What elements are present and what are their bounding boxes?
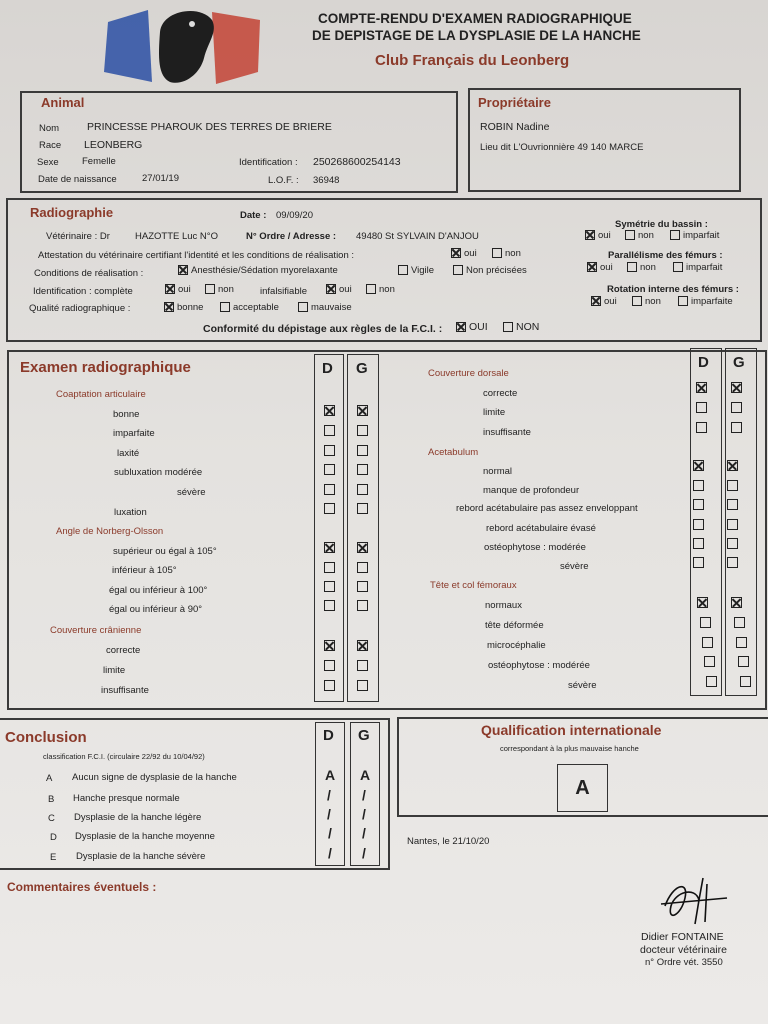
checkbox xyxy=(357,425,368,436)
dob-label: Date de naissance xyxy=(38,174,117,185)
animal-title: Animal xyxy=(41,95,85,110)
checkbox-checked xyxy=(727,460,738,471)
qualification-sub: correspondant à la plus mauvaise hanche xyxy=(500,744,639,753)
signature-title: docteur vétérinaire xyxy=(640,944,727,956)
checkbox xyxy=(357,581,368,592)
checkbox xyxy=(727,499,738,510)
conditions-label: Conditions de réalisation : xyxy=(34,268,144,279)
checkbox-checked xyxy=(585,230,595,240)
checkbox-checked xyxy=(451,248,461,258)
checkbox xyxy=(357,464,368,475)
lof-label: L.O.F. : xyxy=(268,175,299,186)
right-g-header: G xyxy=(733,354,745,371)
checkbox-checked xyxy=(587,262,597,272)
symetrie-oui: oui xyxy=(585,230,611,241)
checkbox xyxy=(693,557,704,568)
proprietaire-address: Lieu dit L'Ouvrionnière 49 140 MARCE xyxy=(480,142,644,153)
conformite-oui: OUI xyxy=(456,321,488,333)
checkbox-checked xyxy=(731,382,742,393)
checkbox xyxy=(702,637,713,648)
grade-text: Dysplasie de la hanche sévère xyxy=(76,851,206,862)
radiographie-title: Radiographie xyxy=(30,205,114,220)
checkbox xyxy=(696,402,707,413)
checkbox-checked xyxy=(731,597,742,608)
checkbox-checked xyxy=(178,265,188,275)
lieu-date: Nantes, le 21/10/20 xyxy=(407,836,490,847)
norberg-inf90: égal ou inférieur à 90° xyxy=(109,604,203,615)
qualite-label: Qualité radiographique : xyxy=(29,303,131,314)
acetabulum-severe: sévère xyxy=(560,561,589,572)
symetrie-label: Symétrie du bassin : xyxy=(615,219,708,230)
qualite-mauvaise: mauvaise xyxy=(298,302,352,313)
checkbox xyxy=(503,322,513,332)
checkbox xyxy=(632,296,642,306)
grade-letter: B xyxy=(48,794,55,805)
attestation-oui: oui xyxy=(451,248,477,259)
checkbox xyxy=(357,680,368,691)
coaptation-luxation: luxation xyxy=(114,507,147,518)
race-value: LEONBERG xyxy=(84,139,143,151)
checkbox-checked xyxy=(456,322,466,332)
qualification-grade: A xyxy=(557,764,608,812)
proprietaire-title: Propriétaire xyxy=(478,95,551,110)
cranial-heading: Couverture crânienne xyxy=(50,625,142,636)
checkbox xyxy=(357,660,368,671)
checkbox xyxy=(357,503,368,514)
tete-normaux: normaux xyxy=(485,600,522,611)
identification-value: 250268600254143 xyxy=(313,156,401,168)
checkbox xyxy=(696,422,707,433)
title-line-2: DE DEPISTAGE DE LA DYSPLASIE DE LA HANCHE xyxy=(312,28,641,43)
dorsale-insuffisante: insuffisante xyxy=(483,427,531,438)
dorsale-correcte: correcte xyxy=(483,388,518,399)
title-line-1: COMPTE-RENDU D'EXAMEN RADIOGRAPHIQUE xyxy=(318,11,632,26)
parallelisme-imparfait: imparfait xyxy=(673,262,722,273)
checkbox-checked xyxy=(591,296,601,306)
grade-d-value: / xyxy=(328,845,332,861)
left-g-header: G xyxy=(356,360,368,377)
checkbox xyxy=(324,562,335,573)
nom-label: Nom xyxy=(39,123,60,134)
grade-text: Dysplasie de la hanche moyenne xyxy=(75,831,215,842)
checkbox-checked xyxy=(324,405,335,416)
checkbox xyxy=(492,248,502,258)
sexe-label: Sexe xyxy=(37,157,59,168)
checkbox xyxy=(706,676,717,687)
checkbox xyxy=(324,581,335,592)
coaptation-severe: sévère xyxy=(177,487,206,498)
norberg-heading: Angle de Norberg-Olsson xyxy=(56,526,164,537)
checkbox xyxy=(324,425,335,436)
grade-text: Dysplasie de la hanche légère xyxy=(74,812,202,823)
grade-letter: D xyxy=(50,832,57,843)
nom-value: PRINCESSE PHAROUK DES TERRES DE BRIERE xyxy=(87,121,332,133)
vigile-option: Vigile xyxy=(398,265,434,276)
checkbox xyxy=(366,284,376,294)
rotation-label: Rotation interne des fémurs : xyxy=(607,284,739,295)
rotation-imparfaite: imparfaite xyxy=(678,296,733,307)
checkbox-checked xyxy=(357,542,368,553)
symetrie-imparfait: imparfait xyxy=(670,230,719,241)
rotation-oui: oui xyxy=(591,296,617,307)
checkbox xyxy=(324,503,335,514)
qualite-bonne: bonne xyxy=(164,302,203,313)
tete-deformee: tête déformée xyxy=(485,620,544,631)
checkbox-checked xyxy=(165,284,175,294)
anesthesie-option: Anesthésie/Sédation myorelaxante xyxy=(178,265,338,276)
signature-image xyxy=(655,876,735,928)
grade-letter: E xyxy=(50,852,57,863)
grade-letter: C xyxy=(48,813,55,824)
identification-label: Identification : xyxy=(239,157,298,168)
checkbox xyxy=(453,265,463,275)
tete-heading: Tête et col fémoraux xyxy=(430,580,517,591)
tete-microcephalie: microcéphalie xyxy=(487,640,546,651)
checkbox xyxy=(727,480,738,491)
infalsifiable-oui: oui xyxy=(326,284,352,295)
proprietaire-name: ROBIN Nadine xyxy=(480,121,550,133)
acetabulum-osteo: ostéophytose : modérée xyxy=(484,542,586,553)
conclusion-d-header: D xyxy=(323,727,334,744)
checkbox xyxy=(693,499,704,510)
lof-value: 36948 xyxy=(313,175,340,186)
checkbox xyxy=(220,302,230,312)
checkbox-checked xyxy=(697,597,708,608)
grade-g-value: / xyxy=(362,787,366,803)
checkbox xyxy=(693,538,704,549)
checkbox xyxy=(357,484,368,495)
infalsifiable-non: non xyxy=(366,284,395,295)
non-precisees-option: Non précisées xyxy=(453,265,527,276)
checkbox xyxy=(700,617,711,628)
grade-d-value: / xyxy=(327,787,331,803)
dorsale-heading: Couverture dorsale xyxy=(428,368,509,379)
grade-g-value: / xyxy=(362,845,366,861)
coaptation-laxite: laxité xyxy=(117,448,140,459)
conformite-label: Conformité du dépistage aux règles de la F.C.I. : xyxy=(203,323,443,335)
attestation-label: Attestation du vétérinaire certifiant l'identité et les conditions de réalisation : xyxy=(38,250,355,261)
grade-d-value: / xyxy=(327,806,331,822)
parallelisme-label: Parallélisme des fémurs : xyxy=(608,250,723,261)
grade-d-value: / xyxy=(328,825,332,841)
checkbox xyxy=(673,262,683,272)
acetabulum-heading: Acetabulum xyxy=(428,447,479,458)
coaptation-imparfaite: imparfaite xyxy=(113,428,155,439)
parallelisme-non: non xyxy=(627,262,656,273)
conclusion-g-header: G xyxy=(358,727,370,744)
checkbox-checked xyxy=(164,302,174,312)
norberg-inf105: inférieur à 105° xyxy=(112,565,177,576)
club-name: Club Français du Leonberg xyxy=(375,52,570,69)
acetabulum-manque: manque de profondeur xyxy=(483,485,580,496)
classification-note: classification F.C.I. (circulaire 22/92 du 10/04/92) xyxy=(43,752,205,761)
date-label: Date : xyxy=(240,210,267,221)
dorsale-limite: limite xyxy=(483,407,506,418)
tete-severe: sévère xyxy=(568,680,597,691)
checkbox xyxy=(324,464,335,475)
qualification-title: Qualification internationale xyxy=(481,722,662,738)
club-logo xyxy=(100,2,270,88)
race-label: Race xyxy=(39,140,62,151)
ordre-label: N° Ordre / Adresse : xyxy=(246,231,337,242)
vet-label: Vétérinaire : Dr xyxy=(46,231,110,242)
acetabulum-rebord2: rebord acétabulaire évasé xyxy=(486,523,596,534)
grade-g-value: / xyxy=(362,825,366,841)
checkbox xyxy=(324,680,335,691)
checkbox-checked xyxy=(326,284,336,294)
checkbox xyxy=(693,480,704,491)
grade-letter: A xyxy=(46,773,53,784)
checkbox xyxy=(727,519,738,530)
checkbox xyxy=(357,600,368,611)
checkbox xyxy=(734,617,745,628)
examen-title: Examen radiographique xyxy=(20,359,191,376)
symetrie-non: non xyxy=(625,230,654,241)
checkbox xyxy=(627,262,637,272)
checkbox-checked xyxy=(693,460,704,471)
left-d-header: D xyxy=(322,360,333,377)
checkbox xyxy=(731,402,742,413)
complete-oui: oui xyxy=(165,284,191,295)
cranial-limite: limite xyxy=(103,665,126,676)
checkbox xyxy=(324,660,335,671)
checkbox xyxy=(736,637,747,648)
coaptation-subluxation: subluxation modérée xyxy=(114,467,203,478)
checkbox xyxy=(704,656,715,667)
acetabulum-rebord1: rebord acétabulaire pas assez enveloppant xyxy=(456,503,638,514)
checkbox xyxy=(678,296,688,306)
cranial-correcte: correcte xyxy=(106,645,141,656)
grade-g-value: A xyxy=(360,767,371,783)
coaptation-bonne: bonne xyxy=(113,409,140,420)
norberg-inf100: égal ou inférieur à 100° xyxy=(109,585,208,596)
signature-ordre: n° Ordre vét. 3550 xyxy=(645,957,723,968)
identification-complete-label: Identification : complète xyxy=(33,286,133,297)
infalsifiable-label: infalsifiable xyxy=(260,286,307,297)
grade-d-value: A xyxy=(325,767,336,783)
checkbox xyxy=(731,422,742,433)
qualite-acceptable: acceptable xyxy=(220,302,279,313)
checkbox xyxy=(727,538,738,549)
right-d-header: D xyxy=(698,354,709,371)
checkbox xyxy=(740,676,751,687)
checkbox xyxy=(625,230,635,240)
checkbox xyxy=(298,302,308,312)
tete-osteo: ostéophytose : modérée xyxy=(488,660,590,671)
checkbox xyxy=(738,656,749,667)
signature-name: Didier FONTAINE xyxy=(641,931,724,943)
norberg-sup105: supérieur ou égal à 105° xyxy=(113,546,217,557)
conformite-non: NON xyxy=(503,321,539,333)
sexe-value: Femelle xyxy=(82,156,116,167)
commentaires-label: Commentaires éventuels : xyxy=(7,880,157,894)
checkbox-checked xyxy=(324,640,335,651)
checkbox xyxy=(324,445,335,456)
coaptation-heading: Coaptation articulaire xyxy=(56,389,146,400)
checkbox-checked xyxy=(324,542,335,553)
vet-value: HAZOTTE Luc N°O xyxy=(135,231,218,242)
complete-non: non xyxy=(205,284,234,295)
checkbox xyxy=(324,484,335,495)
grade-text: Aucun signe de dysplasie de la hanche xyxy=(72,772,237,783)
checkbox xyxy=(357,445,368,456)
grade-text: Hanche presque normale xyxy=(73,793,180,804)
conclusion-title: Conclusion xyxy=(5,729,87,746)
checkbox xyxy=(205,284,215,294)
checkbox-checked xyxy=(357,640,368,651)
checkbox xyxy=(727,557,738,568)
ordre-value: 49480 St SYLVAIN D'ANJOU xyxy=(356,231,479,242)
checkbox xyxy=(693,519,704,530)
attestation-non: non xyxy=(492,248,521,259)
dob-value: 27/01/19 xyxy=(142,173,179,184)
acetabulum-normal: normal xyxy=(483,466,513,477)
grade-g-value: / xyxy=(362,806,366,822)
cranial-insuffisante: insuffisante xyxy=(101,685,149,696)
checkbox-checked xyxy=(357,405,368,416)
rotation-non: non xyxy=(632,296,661,307)
checkbox-checked xyxy=(696,382,707,393)
date-value: 09/09/20 xyxy=(276,210,313,221)
checkbox xyxy=(398,265,408,275)
checkbox xyxy=(324,600,335,611)
checkbox xyxy=(670,230,680,240)
checkbox xyxy=(357,562,368,573)
parallelisme-oui: oui xyxy=(587,262,613,273)
